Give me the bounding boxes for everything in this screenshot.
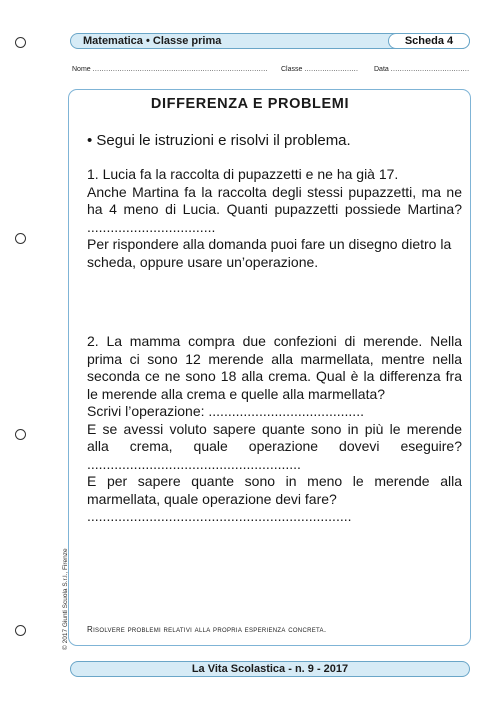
binder-hole-3 [15,429,26,440]
header-bar [70,33,470,49]
name-label: Nome [72,66,91,73]
binder-hole-1 [15,37,26,48]
copyright-note: © 2017 Giunti Scuola S.r.l., Firenze [62,548,69,650]
worksheet-title: DIFFERENZA E PROBLEMI [150,96,350,112]
problem-1-intro: 1. Lucia fa la raccolta di pupazzetti e ne ha già 17. [87,166,399,182]
name-field[interactable] [72,66,268,73]
problem-1-question: Anche Martina fa la raccolta degli stessi pupazzetti, ma ne ha 4 meno di Lucia. Quanti pupazzetti possiede Martina? ................................. [87,183,462,235]
sheet-number: Scheda 4 [388,33,470,49]
class-field[interactable] [281,66,358,73]
problem-2-intro: 2. La mamma compra due confezioni di merende. Nella prima ci sono 12 merende alla marmellata, mentre nella seconda ce ne sono 18 alla crema. Qual è la differenza fra le merende alla crema e quelle alla marmellata? [87,333,462,402]
problem-2-answer-line: .................................................................... [87,508,352,524]
problem-2-question-more: E se avessi voluto sapere quante sono in più le merende alla crema, quale operazione dovevi eseguire? ....................................................... [87,420,462,472]
subject-label: Matematica • Classe prima [83,35,222,47]
problem-1 [87,166,462,271]
footer-bar: La Vita Scolastica - n. 9 - 2017 [70,661,470,677]
problem-2 [87,333,462,526]
instruction-text: • Segui le istruzioni e risolvi il problema. [87,132,351,149]
binder-hole-2 [15,233,26,244]
binder-hole-4 [15,625,26,636]
problem-1-hint: Per rispondere alla domanda puoi fare un disegno dietro la scheda, oppure usare un’operazione. [87,236,452,270]
class-line: ........................ [304,66,359,73]
date-field[interactable] [374,66,469,73]
problem-2-question-less: E per sapere quante sono in meno le merende alla marmellata, quale operazione devi fare? [87,473,462,507]
problem-2-operation: Scrivi l’operazione: ........................................ [87,403,364,419]
name-line: .............................................................................. [92,66,268,73]
date-line: ................................... [390,66,470,73]
class-label: Classe [281,66,303,73]
learning-objective: Risolvere problemi relativi alla propria esperienza concreta. [87,625,327,634]
date-label: Data [374,66,389,73]
